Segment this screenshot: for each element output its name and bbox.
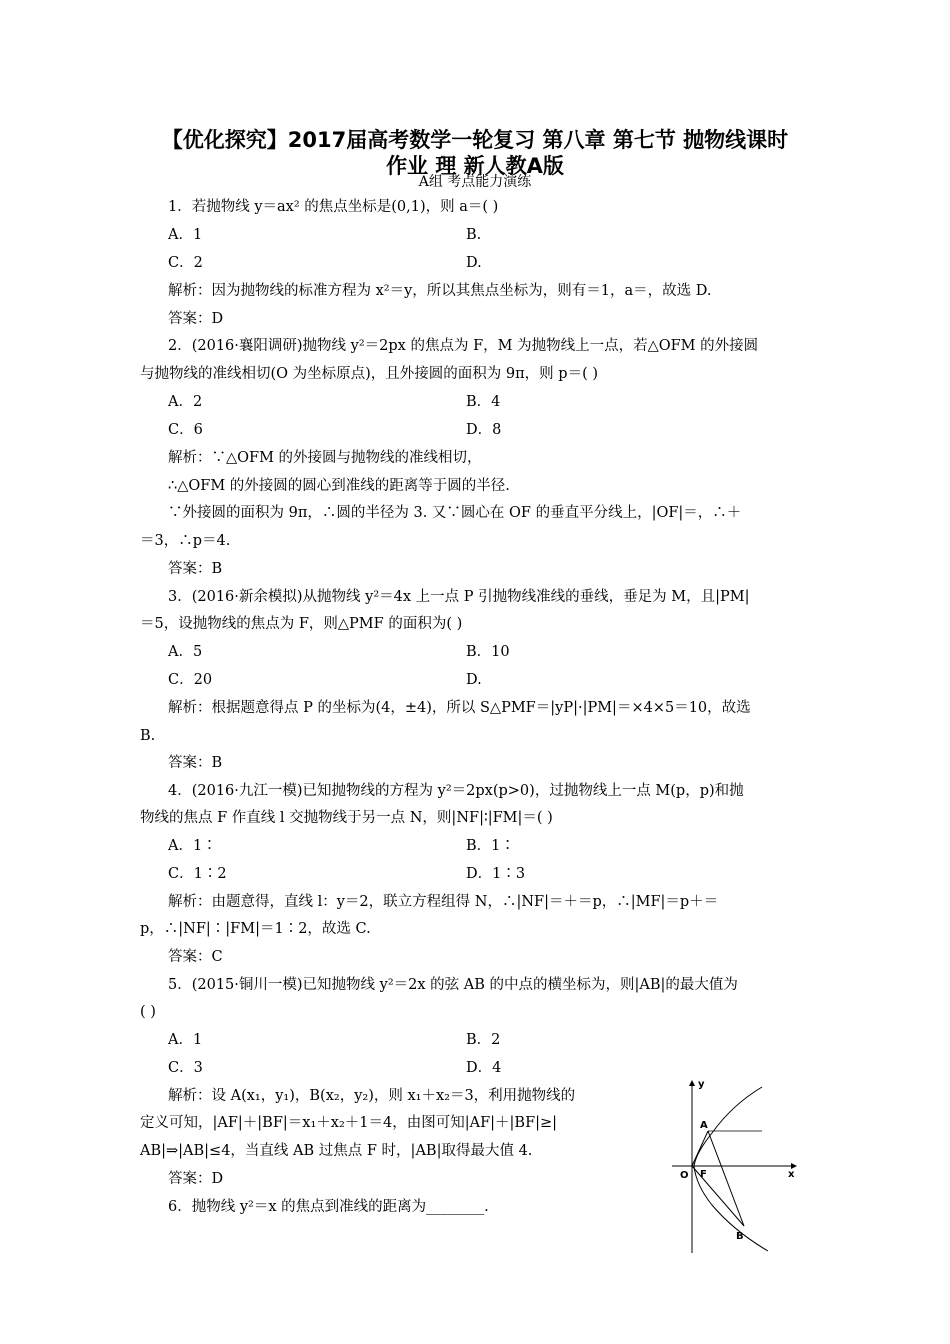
- q3-analysis-line-2: B.: [140, 728, 156, 744]
- chord-ab: [708, 1131, 744, 1226]
- q2-option-d: D．8: [466, 422, 502, 438]
- q2-analysis-line-2: ∴△OFM 的外接圆的圆心到准线的距离等于圆的半径.: [168, 478, 510, 494]
- y-axis-label: y: [698, 1079, 705, 1090]
- section-heading: A组 考点能力演练: [418, 174, 532, 190]
- q3-stem-line-2: ＝5，设抛物线的焦点为 F，则△PMF 的面积为( ): [140, 616, 463, 632]
- q3-option-b: B．10: [466, 644, 510, 660]
- q1-analysis: 解析：因为抛物线的标准方程为 x²＝y，所以其焦点坐标为，则有＝1，a＝，故选 D.: [168, 283, 712, 299]
- q4-analysis-line-2: p，∴|NF|∶|FM|＝1∶2，故选 C.: [140, 921, 371, 937]
- q5-stem-line-1: 5．(2015·铜川一模)已知抛物线 y²＝2x 的弦 AB 的中点的横坐标为，则|AB|的最大值为: [168, 977, 738, 993]
- q2-answer: 答案：B: [168, 561, 223, 577]
- q2-option-a: A．2: [168, 394, 203, 410]
- q3-analysis-line-1: 解析：根据题意得点 P 的坐标为(4，±4)，所以 S△PMF＝|yP|·|PM|＝×4×5＝10，故选: [168, 700, 751, 716]
- q5-analysis-line-3: AB|⇒|AB|≤4，当直线 AB 过焦点 F 时，|AB|取得最大值 4.: [140, 1143, 533, 1159]
- title-line-1: 【优化探究】2017届高考数学一轮复习 第八章 第七节 抛物线课时: [161, 128, 789, 152]
- segment-oa: [692, 1131, 708, 1166]
- q5-option-c: C．3: [168, 1060, 203, 1076]
- q2-stem-line-2: 与抛物线的准线相切(O 为坐标原点)，且外接圆的面积为 9π，则 p＝( ): [140, 366, 598, 382]
- document-title: [0, 127, 950, 179]
- q2-analysis-line-4: ＝3，∴p＝4.: [140, 533, 231, 549]
- q1-answer: 答案：D: [168, 311, 224, 327]
- q5-option-b: B．2: [466, 1032, 501, 1048]
- q5-analysis-line-1: 解析：设 A(x₁，y₁)，B(x₂，y₂)，则 x₁＋x₂＝3，利用抛物线的: [168, 1088, 576, 1104]
- q5-analysis-line-2: 定义可知，|AF|＋|BF|＝x₁＋x₂＋1＝4，由图可知|AF|＋|BF|≥|: [140, 1115, 558, 1131]
- q1-option-b: B.: [466, 227, 482, 243]
- q3-stem-line-1: 3．(2016·新余模拟)从抛物线 y²＝4x 上一点 P 引抛物线准线的垂线，垂足为 M，且|PM|: [168, 589, 750, 605]
- x-axis-label: x: [788, 1169, 795, 1180]
- q4-option-a: A．1∶: [168, 838, 217, 854]
- q3-option-a: A．5: [168, 644, 203, 660]
- q2-analysis-line-1: 解析：∵△OFM 的外接圆与抛物线的准线相切，: [168, 450, 482, 466]
- q5-option-d: D．4: [466, 1060, 502, 1076]
- q1-option-c: C．2: [168, 255, 203, 271]
- q5-stem-line-2: ( ): [140, 1004, 156, 1020]
- q3-option-c: C．20: [168, 672, 213, 688]
- q4-option-c: C．1∶2: [168, 866, 227, 882]
- q2-option-b: B．4: [466, 394, 501, 410]
- q3-answer: 答案：B: [168, 755, 223, 771]
- point-b-label: B: [736, 1231, 744, 1242]
- q4-option-b: B．1∶: [466, 838, 515, 854]
- parabola-figure: [672, 1075, 800, 1255]
- point-a-label: A: [700, 1120, 708, 1131]
- q2-stem-line-1: 2．(2016·襄阳调研)抛物线 y²＝2px 的焦点为 F，M 为抛物线上一点，若△OFM 的外接圆: [168, 338, 759, 354]
- q1-stem: 1．若抛物线 y＝ax² 的焦点坐标是(0,1)，则 a＝( ): [168, 199, 499, 215]
- q1-option-d: D.: [466, 255, 482, 271]
- q6-stem: 6．抛物线 y²＝x 的焦点到准线的距离为________.: [168, 1199, 489, 1215]
- q4-analysis-line-1: 解析：由题意得，直线 l：y＝2，联立方程组得 N，∴|NF|＝＋＝p，∴|MF|＝p＋＝: [168, 894, 719, 910]
- q5-answer: 答案：D: [168, 1171, 224, 1187]
- q3-option-d: D.: [466, 672, 482, 688]
- q4-stem-line-2: 物线的焦点 F 作直线 l 交抛物线于另一点 N，则|NF|∶|FM|＝( ): [140, 810, 553, 826]
- q5-option-a: A．1: [168, 1032, 203, 1048]
- q2-option-c: C．6: [168, 422, 203, 438]
- focus-label: F: [700, 1169, 707, 1180]
- origin-label: O: [680, 1170, 689, 1181]
- q4-stem-line-1: 4．(2016·九江一模)已知抛物线的方程为 y²＝2px(p>0)，过抛物线上一点 M(p，p)和抛: [168, 783, 744, 799]
- q4-answer: 答案：C: [168, 949, 223, 965]
- q2-analysis-line-3: ∵外接圆的面积为 9π，∴圆的半径为 3. 又∵圆心在 OF 的垂直平分线上，|OF|＝，∴＋: [168, 505, 742, 521]
- q4-option-d: D．1∶3: [466, 866, 526, 882]
- q1-option-a: A．1: [168, 227, 203, 243]
- title-line-2: 作业 理 新人教A版: [386, 154, 564, 178]
